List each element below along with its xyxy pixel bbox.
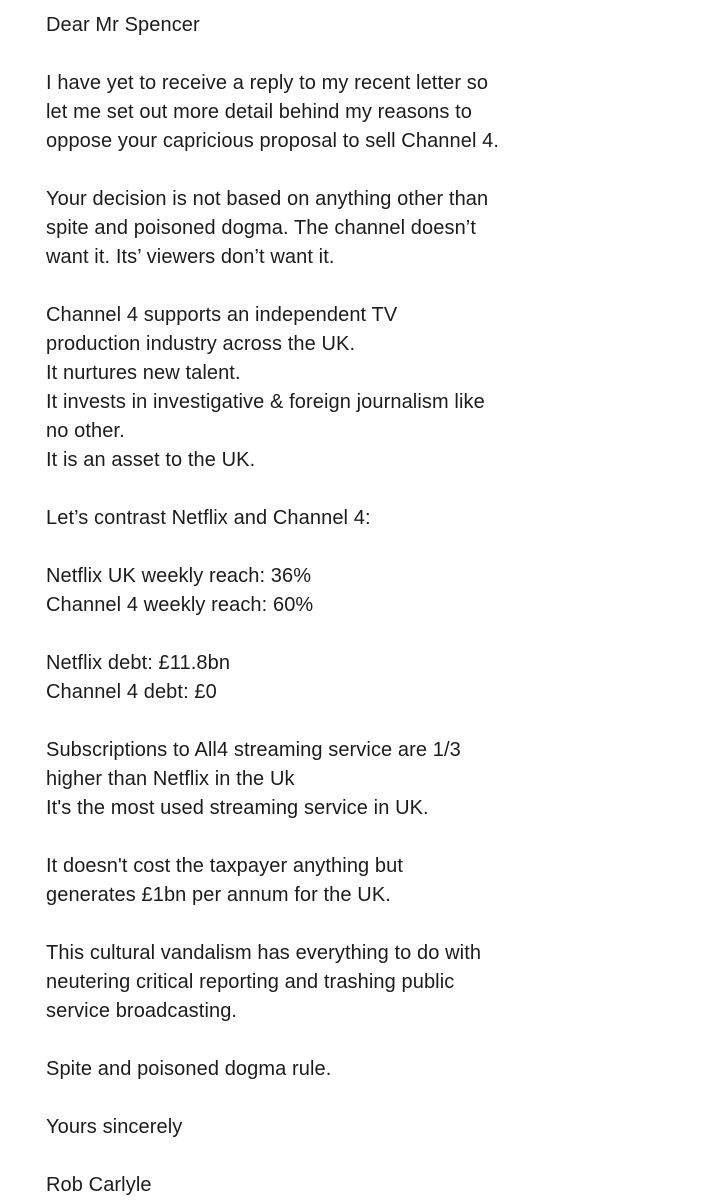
letter-paragraph [46, 69, 686, 156]
letter-line: let me set out more detail behind my reasons to [46, 101, 473, 123]
letter-paragraph [46, 185, 686, 272]
greeting-paragraph [46, 11, 686, 40]
letter-line: higher than Netflix in the Uk [46, 768, 295, 790]
letter-paragraph [46, 1171, 686, 1200]
letter-line: It's the most used streaming service in UK. [46, 797, 429, 819]
letter-paragraph [46, 852, 686, 910]
letter-line: Netflix UK weekly reach: 36% [46, 565, 312, 587]
letter-line: Netflix debt: £11.8bn [46, 652, 231, 674]
letter-line: Channel 4 weekly reach: 60% [46, 594, 314, 616]
letter-line: Channel 4 supports an independent TV [46, 304, 398, 326]
letter-paragraphs [46, 69, 686, 1200]
letter-line: Rob Carlyle [46, 1174, 152, 1196]
letter-line: I have yet to receive a reply to my recent letter so [46, 72, 489, 94]
letter-line: It invests in investigative & foreign journalism like [46, 391, 485, 413]
letter-line: Channel 4 debt: £0 [46, 681, 217, 703]
letter-line: want it. Its’ viewers don’t want it. [46, 246, 335, 268]
letter-paragraph [46, 939, 686, 1026]
letter-line: no other. [46, 420, 125, 442]
letter-paragraph [46, 736, 686, 823]
letter-line: Yours sincerely [46, 1116, 183, 1138]
letter-line: generates £1bn per annum for the UK. [46, 884, 391, 906]
letter-line: Spite and poisoned dogma rule. [46, 1058, 332, 1080]
letter-paragraph [46, 301, 686, 475]
letter-line: It doesn't cost the taxpayer anything but [46, 855, 404, 877]
letter-paragraph [46, 649, 686, 707]
letter-line: This cultural vandalism has everything to do with [46, 942, 482, 964]
letter-line: It is an asset to the UK. [46, 449, 256, 471]
greeting-line: Dear Mr Spencer [46, 14, 200, 36]
letter-line: spite and poisoned dogma. The channel doesn’t [46, 217, 476, 239]
letter-line: service broadcasting. [46, 1000, 238, 1022]
letter-line: neutering critical reporting and trashing public [46, 971, 455, 993]
letter-line: It nurtures new talent. [46, 362, 241, 384]
letter-line: Let’s contrast Netflix and Channel 4: [46, 507, 371, 529]
letter-body [46, 11, 686, 1200]
letter-line: production industry across the UK. [46, 333, 356, 355]
letter-paragraph [46, 562, 686, 620]
letter-paragraph [46, 1113, 686, 1142]
letter-paragraph [46, 504, 686, 533]
letter-line: oppose your capricious proposal to sell Channel 4. [46, 130, 500, 152]
letter-paragraph [46, 1055, 686, 1084]
letter-line: Subscriptions to All4 streaming service are 1/3 [46, 739, 461, 761]
letter-line: Your decision is not based on anything other than [46, 188, 489, 210]
